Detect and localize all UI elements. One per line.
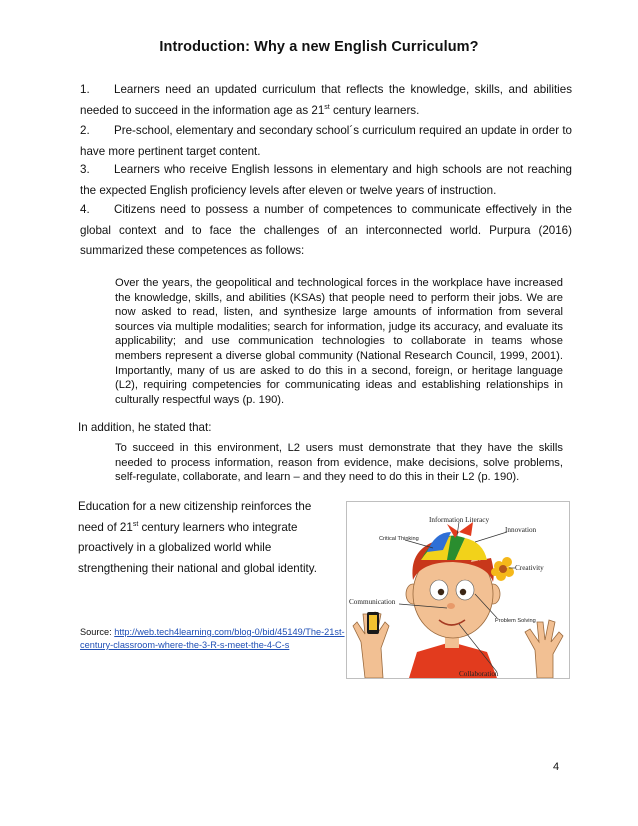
reason-item-4: [80, 200, 572, 262]
label-communication: Communication: [349, 598, 396, 606]
label-information-literacy: Information Literacy: [429, 516, 490, 524]
label-problem-solving: Problem Solving: [495, 618, 536, 624]
reason-item-3: [80, 160, 572, 201]
reason-text-end: century learners.: [329, 103, 420, 117]
label-creativity: Creativity: [515, 564, 544, 572]
reason-number: 4.: [80, 203, 90, 216]
cartoon-student-graphic: [347, 502, 569, 678]
label-collaboration: Collaboration: [459, 670, 499, 678]
reason-item-1: [80, 80, 572, 121]
education-paragraph: [78, 497, 340, 579]
flower-icon: [491, 557, 514, 581]
reason-text: Citizens need to possess a number of competences to communicate effectively in the global context and to face the challenges of an interconnected world. Purpura (2016) summarized these competences as follows:: [80, 203, 572, 257]
ordinal-suffix: st: [132, 520, 139, 528]
eye: [460, 589, 466, 595]
transition-text: In addition, he stated that:: [78, 421, 212, 434]
reason-text: Pre-school, elementary and secondary school´s curriculum required an update in order to have more pertinent target content.: [80, 124, 572, 158]
reason-text: Learners who receive English lessons in elementary and high schools are not reaching the expected English proficiency levels after eleven or twelve years of instruction.: [80, 163, 572, 197]
reason-number: 2.: [80, 124, 90, 137]
label-critical-thinking: Critical Thinking: [379, 536, 419, 542]
reason-item-2: [80, 121, 572, 162]
skills-illustration: [346, 501, 570, 679]
source-label: Source:: [80, 627, 115, 637]
reason-number: 3.: [80, 163, 90, 176]
page-number: 4: [553, 761, 560, 773]
block-quote-1: Over the years, the geopolitical and technological forces in the workplace have increased the knowledge, skills, and abilities (KSAs) that people need to perform their jobs. We are now asked to read, listen, and synthesize large amounts of information from several sources via multiple modalities; search for information, judge its accuracy, and evaluate its applicability; and use communication technologies to collaborate in teams whose members represent a diverse global community (National Research Council, 1999, 2001). Importantly, many of us are asked to do this in a second, foreign, or heritage language (L2), requiring competencies for communicating ideas and establishing relationships in culturally respectful ways (p. 190).: [115, 277, 563, 406]
page-title: Introduction: Why a new English Curriculum?: [159, 39, 479, 55]
source-citation: [80, 626, 346, 652]
block-quote-2: To succeed in this environment, L2 users must demonstrate that they have the skills needed to process information, reason from evidence, make decisions, solve problems, self-regulate, collaborate, and learn – and they need to do this in their L2 (p. 190).: [115, 442, 563, 484]
label-innovation: Innovation: [505, 526, 537, 534]
propeller-icon: [459, 522, 473, 536]
ordinal-suffix: st: [324, 103, 330, 111]
source-link[interactable]: http://web.tech4learning.com/blog-0/bid/45149/The-21st-century-classroom-where-the-3-R-s-meet-the-4-C-s: [80, 627, 345, 650]
eye: [438, 589, 444, 595]
education-text-end: century learners who integrate proactively in a globalized world while strengthening their national and global identity.: [78, 520, 317, 575]
reason-number: 1.: [80, 83, 90, 96]
education-text: Education for a new citizenship reinforces the need of 21: [78, 500, 312, 534]
reason-text: Learners need an updated curriculum that reflects the knowledge, skills, and abilities needed to succeed in the information age as 21: [80, 83, 572, 117]
right-hand: [525, 620, 563, 678]
